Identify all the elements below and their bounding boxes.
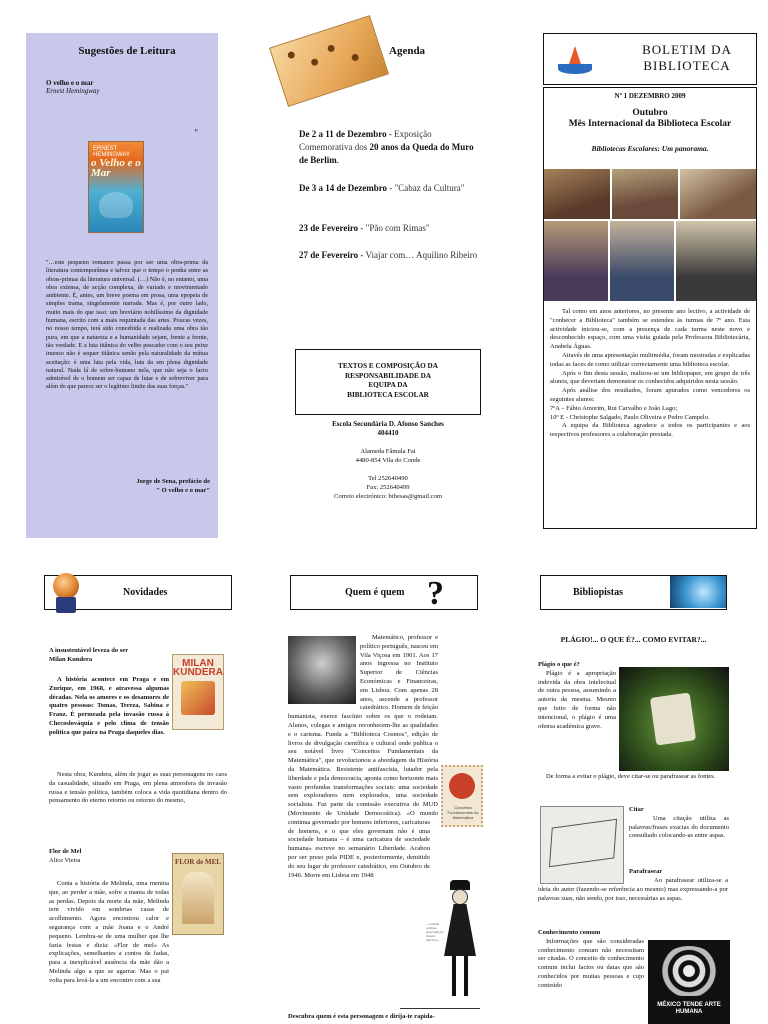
agenda-separator: -	[386, 129, 395, 139]
footprints-image: ● ● ● ●	[269, 15, 389, 107]
drawing-hands-image	[540, 806, 624, 884]
brain-image	[648, 940, 730, 1024]
parafrasear-section	[538, 877, 728, 903]
parafrasear-text: Ao parafrasear utiliza-se a ideia do autor (fazendo-se referência ao mesmo) mas expressando-a por palavras suas, não sendo, por isso, necessárias as aspas.	[538, 877, 728, 902]
signature-line: Jorge de Sena, prefácio de	[136, 478, 210, 485]
kundera-cover-title: MILAN KUNDERA	[173, 658, 223, 678]
divider	[400, 1008, 480, 1009]
agenda-date: De 3 a 14 de Dezembro	[299, 183, 388, 193]
cover-title: o Velho e o Mar	[91, 157, 141, 179]
agenda-event: "Pão com Rimas"	[365, 223, 430, 233]
citar-text: Uma citação utiliza as palavras/frases exactas do documento consultado colocando-as entre aspas.	[629, 814, 729, 840]
school-phone: Tel 252640490	[368, 475, 408, 482]
portrait-wrap-spacer	[288, 634, 360, 706]
kundera-cover-art	[181, 681, 215, 715]
citar-title: Citar	[629, 806, 644, 813]
library-photo	[676, 221, 756, 301]
library-logo-icon	[556, 42, 594, 78]
parafrasear-title: Parafrasear	[629, 868, 663, 875]
bulletin-paragraph: Após análise dos resultados, foram apurados como vencedores os seguintes alunos:	[550, 387, 750, 403]
school-address: Alameda Fâmula Fai	[360, 448, 416, 455]
flor-cover-title: FLOR de MEL	[175, 858, 221, 866]
book-title: O velho e o mar	[46, 79, 94, 87]
novidades-header	[44, 575, 232, 610]
credits-line: TEXTOS E COMPOSIÇÃO DA	[338, 362, 438, 370]
book1-author: Milan Kundera	[49, 655, 93, 663]
parafrasear-title-block	[629, 868, 729, 877]
bibliopistas-title: Bibliopistas	[573, 587, 624, 598]
caricature-note: …o mundo continua governado por homens inferiores…	[426, 922, 444, 942]
question-mark-icon: ?	[427, 575, 444, 612]
novidades-title: Novidades	[123, 587, 168, 598]
bulletin-title-line: BIBLIOTECA	[643, 58, 731, 73]
agenda-item	[299, 128, 479, 167]
bulletin-winners: 7ºA – Fábio Amorim, Rui Carvalho e João Lago;	[550, 404, 678, 412]
bulletin-body	[543, 87, 757, 529]
library-photo	[680, 169, 756, 219]
brain-caption: MÉXICO TENDE ARTE HUMANA	[657, 1002, 721, 1015]
quote-mark: "	[194, 128, 198, 137]
agenda-event: Viajar com… Aquilino Ribeiro	[365, 250, 478, 260]
school-fax: Fax: 252640499	[366, 484, 410, 491]
book2-author: Alice Vieira	[49, 856, 81, 864]
conhecimento-text: Informações que são consideradas conhecimento comum não necessitam ser citadas. O conceito de conhecimento comum inclui factos ou datas que são conhecidos por muitas pessoas e cujo conteúdo	[538, 937, 644, 989]
quem-title: Quem é quem	[345, 587, 405, 598]
school-name: Escola Secundária D. Afonso Sanches	[332, 420, 444, 428]
bulletin-paragraph: Após o fim desta sessão, realizou-se um bibliopaper, em grupo de três alunos, que deveriam demonstrar os conhecidos adquiridos nesta sessão.	[550, 369, 750, 386]
evitar-section	[538, 773, 728, 782]
month-theme: Mês Internacional da Biblioteca Escolar	[568, 119, 732, 129]
reading-title: Sugestões de Leitura	[78, 45, 176, 57]
bulletin-header	[543, 33, 757, 85]
bulletin-paragraph: Tal como em anos anteriores, no presente ano lectivo, a actividade de "conhecer a Biblioteca" também se estendeu às turmas de 7º ano. Esta actividade iniciou-se, com a presença de cada turma neste novo e desconhecido espaço, com uma visita guiada pela Professora Bibliotecária, Anabela Águas.	[550, 308, 750, 351]
quem-footer	[288, 1013, 488, 1022]
quote-signature	[46, 477, 210, 495]
conhecimento-title: Conhecimento comum	[538, 929, 601, 936]
lightbulb-icon	[48, 573, 82, 613]
stamp-wrap-spacer	[438, 756, 488, 820]
book1-review-text: Nesta obra, Kundera, além de jogar as suas personagens no caos da casualidade, situado em Praga, em plena atmosfera de invasão russa e tensão política, também coloca a vida quotidiana dentro do pensamento do eterno retorno ou retorno do mesmo,	[49, 771, 227, 805]
book-author: Ernest Hemingway	[46, 87, 100, 95]
book1-summary	[49, 676, 169, 738]
biography-text: Matemático, professor e político português, nasceu em Vila Viçosa em 1901. Aos 17 anos ingressa no Instituto Superior de Ciências Económicas e Financeiras, em Lisboa. Com apenas 28 anos, ascende a professor catedrático. Homem de feição humanista, exerce fascínio sobre os que o rodeiam. Alunos, colegas e amigos reconhecem-lhe as qualidades e o carisma. Funda a "Biblioteca Cosmos", edição de livros de divulgação científica e cultural onde publica o seu notável livro "Conceitos Fundamentais da Matemática", que revolucionou a abordagem da História da Matemática. Resistente antifascista, lutador pela liberdade e pela democracia, aponta como horizonte mais vasto profundas transformações sociais: uma sociedade sem exploradores nem explorados, uma sociedade socialista. Faz parte da comissão executiva do MUD (Movimento de Unidade Democrática). «O mundo continua governado por homens inferiores, caricaturas de homens, e o que eles governam não é uma sociedade humana – é uma caricatura de sociedade humana» escreve no semanário Liberdade. Acabou por ser preso pela PIDE e, posteriormente, demitido do seu lugar de professor catedrático, em Outubro de 1946. Morre em Lisboa em 1948	[288, 634, 438, 879]
book1-intro	[49, 647, 169, 673]
school-info	[295, 420, 481, 501]
bibliopistas-header	[540, 575, 727, 610]
quem-e-quem-header	[290, 575, 478, 610]
cover-author: ERNEST HEMINGWAY	[93, 146, 130, 158]
flor-cover-art	[182, 872, 214, 924]
agenda-end: .	[336, 155, 339, 165]
month-label: Outubro	[632, 108, 668, 118]
book2-intro	[49, 848, 169, 866]
credits-line: EQUIPA DA	[368, 381, 408, 389]
bulletin-title	[624, 42, 750, 74]
agenda-item	[299, 182, 479, 195]
agenda-item	[299, 249, 479, 262]
book1-title: A insustentável leveza do ser	[49, 647, 129, 654]
signature-book: " O velho e o mar"	[156, 487, 210, 494]
credits-box	[295, 349, 481, 415]
book-quote: "…este pequeno romance passa por ser uma obra-prima da literatura contemporânea e talvez que o tempo o ponha entre as obras-primas da literatura universal. (…) Não é, no entanto, uma obra extensa, de acção complexa, de variado e movimentado ambiente. É, antes, um breve poema em prosa, uma epopeia de simples trama, singelamente narrada. Mas é, por outro lado, muito mais do que isso: um breviário nobilíssimo da dignidade humana, escrito com a mais requintada das artes. Poucas vezes, no nosso tempo, terá sido concebida e realizada uma obra tão pura, em que a natureza e a humanidade sejam, frente a frente, tão verdade. E a luta titânica do velho pescador com o seu peixe imenso não é sequer titânica senão pela naturalidade da mútua aceitação: é uma luta pela vida, luta da em plena dignidade natural. Nada lá de sobre-humano nela, que não seja o facto admirável de o homem ser capaz de lutar e de sobreviver para além do que parece ser o legítimo limite das suas forças."	[46, 259, 208, 391]
library-photo	[544, 221, 608, 301]
book2-title: Flor de Mel	[49, 848, 82, 855]
globe-icon	[670, 576, 726, 608]
agenda-title: Agenda	[389, 45, 426, 57]
citar-section	[629, 806, 729, 841]
quem-footer-text: Descubra quem é esta personagem e dirija-te rapida-	[288, 1013, 435, 1020]
book2-summary-text: Conta a história de Melinda, uma menina que, ao perder a mãe, sofre a mania de todas as perdas. Depois da morte da mãe, Melinda tem vivido em sombrias casas de acolhimento. Agora encontrou calor e segurança com a mãe Joana e o André pequeno. Lembra-se de uma mulher que lhe fazia festas e dizia: «Flor de mel» As explicações, semelhantes a contos de fadas, para a inexplicável ausência da mãe dão a Melinda algo a que se agarrar. Mas o pai volta para levá-la a um encontro com a sua	[49, 880, 169, 984]
caricature-wrap-spacer	[430, 850, 488, 970]
credits-line: RESPONSABILIDADE DA	[344, 371, 432, 380]
stamp-text: Conceitos Fundamentais da Matemática	[447, 805, 479, 820]
plagio-definition: Plágio é a apropriação indevida da obra intelectual de outra pessoa, assumindo a autoria da mesma. Mesmo que feito de forma não intencional, o plágio é uma ofensa académica grave.	[538, 669, 616, 730]
library-photo	[612, 169, 678, 219]
school-email[interactable]: Correio electrónico: bibesas@gmail.com	[333, 493, 443, 500]
plagio-headline: PLÁGIO!... O QUE É?... COMO EVITAR?...	[560, 635, 707, 644]
agenda-event: Exposição Comemorativa dos	[299, 129, 432, 152]
library-photo	[610, 221, 674, 301]
conhecimento-section	[538, 929, 644, 991]
agenda-date: 27 de Fevereiro	[299, 250, 359, 260]
kundera-book-cover	[172, 654, 224, 730]
bulletin-paragraph: A equipa da Biblioteca agradece a todos os participantes e aos respectivos professores a colaboração prestada.	[550, 422, 750, 439]
agenda-separator: -	[358, 223, 366, 233]
bulletin-winners: 10º E - Christophe Salgado, Paulo Oliveira e Pedro Campelo.	[550, 413, 710, 421]
plagio-question: Plágio o que é?	[538, 661, 580, 668]
school-code: 404410	[377, 429, 399, 437]
agenda-event-highlight: 20 anos da Queda do Muro de Berlim	[299, 142, 474, 165]
agenda-date: 23 de Fevereiro	[299, 223, 359, 233]
flor-de-mel-book-cover	[172, 853, 224, 935]
agenda-date: De 2 a 11 de Dezembro	[299, 129, 387, 139]
plagiarism-image	[619, 667, 729, 771]
agenda-item	[299, 222, 479, 235]
agenda-event: "Cabaz da Cultura"	[394, 183, 465, 193]
reading-suggestions-panel	[26, 33, 218, 538]
book1-review	[49, 771, 227, 806]
bulletin-theme: Bibliotecas Escolares: Um panorama.	[591, 144, 709, 153]
bulletin-month	[544, 108, 756, 130]
agenda-separator: -	[358, 250, 366, 260]
library-photo	[544, 169, 610, 219]
bulletin-number: Nº 1 DEZEMBRO 2009	[614, 92, 686, 100]
plagio-section	[538, 661, 616, 731]
book1-summary-bold: A história acontece em Praga e em Zurique, em 1968, e atravessa algumas décadas. Nela os amores e os desamores de quatro pessoas: Tomas, Tereza, Sabina e Franz. É permeada pela invasão russa à Checoslováquia e pelo clima de tensão política que paira na Praga daqueles dias.	[49, 676, 169, 736]
credits-line: BIBLIOTECA ESCOLAR	[347, 390, 429, 399]
bulletin-paragraph: Através de uma apresentação multimédia, foram mostradas e explicadas todas as faces de como utilizar correctamente uma biblioteca escolar.	[550, 351, 750, 368]
book2-summary	[49, 880, 169, 1024]
bulletin-text	[550, 308, 750, 440]
quem-biography	[288, 634, 488, 998]
evitar-text: De forma a evitar o plágio, deve citar-se ou parafrasear as fontes.	[546, 773, 716, 780]
agenda-separator: -	[387, 183, 395, 193]
book-cover-image	[88, 141, 144, 233]
bulletin-title-line: BOLETIM DA	[642, 42, 732, 57]
cover-illustration	[99, 192, 133, 218]
school-postcode: 4480-854 Vila do Conde	[355, 457, 421, 464]
